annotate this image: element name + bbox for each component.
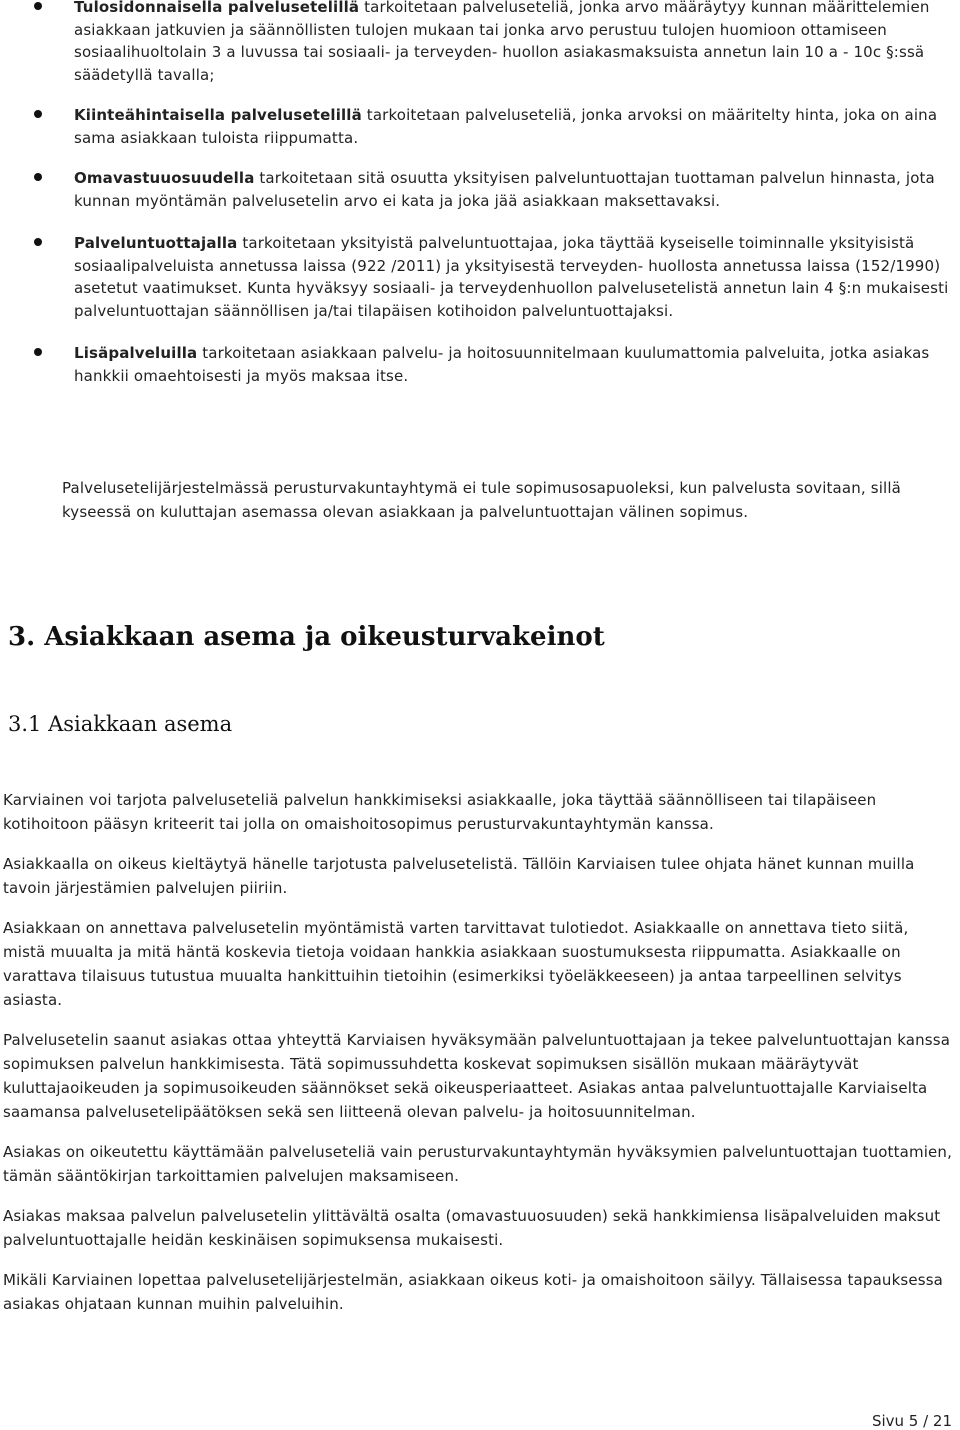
bullet-icon [34,173,42,181]
body-paragraph: Asiakkaalla on oikeus kieltäytyä hänelle tarjotusta palvelusetelistä. Tällöin Karviaisen tulee ohjata hänet kunnan muilla tavoin järjestämien palvelujen piiriin. [3,855,915,897]
list-item [0,0,960,86]
intro-paragraph: Palvelusetelijärjestelmässä perusturvakuntayhtymä ei tule sopimusosapuoleksi, kun palvelusta sovitaan, sillä kyseessä on kuluttajan asemassa olevan asiakkaan ja palveluntuottajan välinen sopimus. [62,479,901,521]
body-paragraph: Asiakkaan on annettava palvelusetelin myöntämistä varten tarvittavat tulotiedot. Asiakkaalle on annettava tieto siitä, mistä muualta ja mitä häntä koskevia tietoja voidaan hankkia asiakkaan suostumuksesta riippumatta. Asiakkaalle on varattava tilaisuus tutustua muualta hankittuihin tietoihin (esimerkiksi työeläkkeeseen) ja antaa tarpeellinen selvitys asiasta. [3,919,909,1009]
list-item [0,167,960,212]
bullet-icon [34,238,42,246]
definition-text: tarkoitetaan sitä osuutta yksityisen palveluntuottajan tuottaman palvelun hinnasta, jota kunnan myöntämän palvelusetelin arvo ei kata ja joka jää asiakkaan maksettavaksi. [74,169,935,210]
bullet-icon [34,348,42,356]
definition-term: Tulosidonnaisella palvelusetelillä [74,0,360,16]
body-paragraph: Asiakas maksaa palvelun palvelusetelin ylittävältä osalta (omavastuuosuuden) sekä hankkimiensa lisäpalveluiden maksut palveluntuottajalle heidän keskinäisen sopimuksensa mukaisesti. [3,1207,941,1249]
section-body [3,788,953,1332]
bullet-icon [34,2,42,10]
body-paragraph: Asiakas on oikeutettu käyttämään palveluseteliä vain perusturvakuntayhtymän hyväksymien palveluntuottajan tuottamien, tämän sääntökirjan tarkoittamien palvelujen maksamiseen. [3,1143,952,1185]
bullet-icon [34,110,42,118]
definition-list [0,0,960,387]
definition-text: tarkoitetaan yksityistä palveluntuottajaa, joka täyttää kyseiselle toiminnalle yksityisistä sosiaalipalveluista annetussa laissa (922 /2011) ja yksityisestä terveyden- huollosta annetussa laissa (152/1990) asetetut vaatimukset. Kunta hyväksyy sosiaali- ja terveydenhuollon palvelusetelistä annetun lain 4 §:n mukaisesti palveluntuottajan säännöllisen ja/tai tilapäisen kotihoidon palveluntuottajaksi. [74,234,949,320]
section-heading: 3. Asiakkaan asema ja oikeusturvakeinot [8,622,605,652]
body-paragraph: Palvelusetelin saanut asiakas ottaa yhteyttä Karviaisen hyväksymään palveluntuottajaan ja tekee palveluntuottajan kanssa sopimuksen palvelun hankkimisesta. Tätä sopimussuhdetta koskevat sopimuksen sisällön mukaan määräytyvät kuluttajaoikeuden ja sopimusoikeuden säännökset sekä oikeusperiaatteet. Asiakas antaa palveluntuottajalle Karviaiselta saamansa palvelusetelipäätöksen sekä sen liitteenä olevan palvelu- ja hoitosuunnitelman. [3,1031,951,1121]
list-item [0,232,960,322]
definition-term: Omavastuuosuudella [74,169,255,187]
definition-text: tarkoitetaan palveluseteliä, jonka arvoksi on määritelty hinta, joka on aina sama asiakkaan tuloista riippumatta. [74,106,938,147]
page-number: Sivu 5 / 21 [871,1412,952,1430]
body-paragraph: Mikäli Karviainen lopettaa palvelusetelijärjestelmän, asiakkaan oikeus koti- ja omaishoitoon säilyy. Tällaisessa tapauksessa asiakas ohjataan kunnan muihin palveluihin. [3,1271,944,1313]
definition-term: Lisäpalveluilla [74,344,198,362]
subsection-heading: 3.1 Asiakkaan asema [8,712,233,736]
definition-text: tarkoitetaan asiakkaan palvelu- ja hoitosuunnitelmaan kuulumattomia palveluita, jotka asiakas hankkii omaehtoisesti ja myös maksaa itse. [74,344,930,385]
definition-text: tarkoitetaan palveluseteliä, jonka arvo määräytyy kunnan määrittelemien asiakkaan jatkuvien ja säännöllisten tulojen mukaan tai jonka arvo perustuu tulojen huomioon ottamiseen sosiaalihuoltolain 3 a luvussa tai sosiaali- ja terveyden- huollon asiakasmaksuista annetun lain 10 a - 10c §:ssä säädetyllä tavalla; [74,0,930,84]
body-paragraph: Karviainen voi tarjota palveluseteliä palvelun hankkimiseksi asiakkaalle, joka täyttää säännölliseen tai tilapäiseen kotihoitoon pääsyn kriteerit tai jolla on omaishoitosopimus perusturvakuntayhtymän kanssa. [3,791,877,833]
definition-term: Kiinteähintaisella palvelusetelillä [74,106,362,124]
definition-term: Palveluntuottajalla [74,234,238,252]
list-item [0,342,960,387]
list-item [0,104,960,149]
